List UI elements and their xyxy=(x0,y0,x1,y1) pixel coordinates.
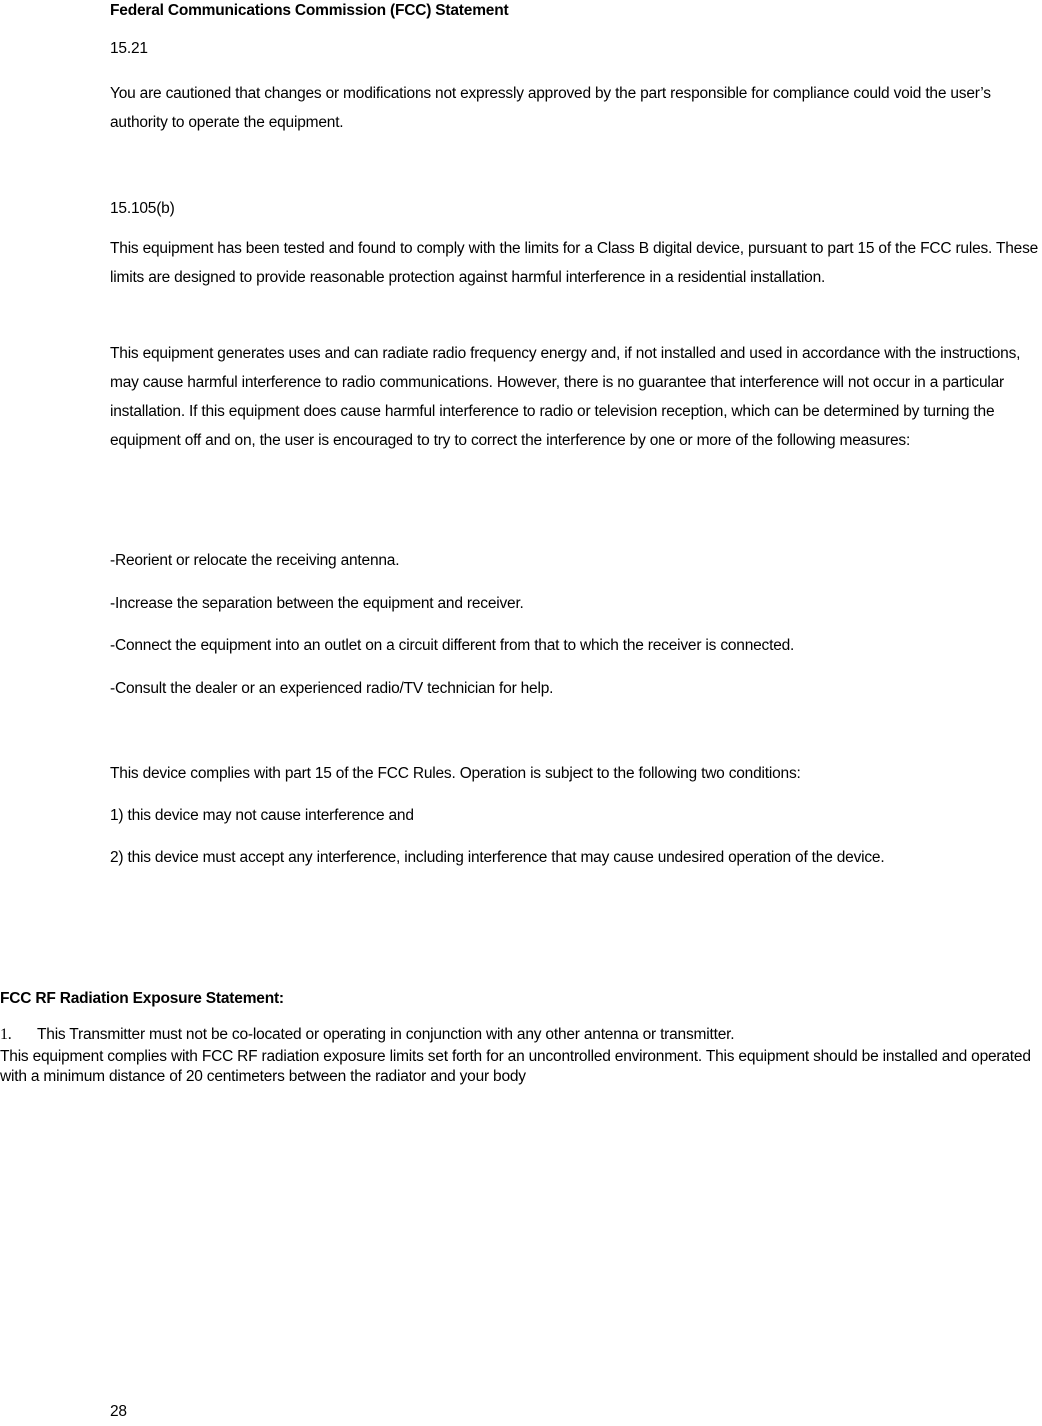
measure-item: -Consult the dealer or an experienced radio/TV technician for help. xyxy=(110,680,554,697)
measure-item: -Increase the separation between the equipment and receiver. xyxy=(110,595,524,612)
section-15-21: 15.21 xyxy=(110,40,148,57)
section-15-105b: 15.105(b) xyxy=(110,200,175,217)
condition-2: 2) this device must accept any interference, including interference that may cause undesired operation of the device. xyxy=(110,849,885,866)
rf-item-text: This Transmitter must not be co-located or operating in conjunction with any other antenna or transmitter. xyxy=(37,1026,735,1043)
measure-item: -Reorient or relocate the receiving antenna. xyxy=(110,552,400,569)
paragraph-class-b: This equipment has been tested and found to comply with the limits for a Class B digital device, pursuant to part 15 of the FCC rules. These limits are designed to provide reasonable protection against harmful interference in a residential installation. xyxy=(110,240,1039,286)
rf-heading: FCC RF Radiation Exposure Statement: xyxy=(0,990,284,1007)
rf-exposure-paragraph: This equipment complies with FCC RF radiation exposure limits set forth for an uncontrolled environment. This equipment should be installed and operated with a minimum distance of 20 centimeters between the radiator and your body xyxy=(0,1048,1031,1085)
paragraph-generates: This equipment generates uses and can radiate radio frequency energy and, if not installed and used in accordance with the instructions, may cause harmful interference to radio communications. However, there is no guarantee that interference will not occur in a particular installation. If this equipment does cause harmful interference to radio or television reception, which can be determined by turning the equipment off and on, the user is encouraged to try to correct the interference by one or more of the following measures: xyxy=(110,345,1021,449)
rf-item-number: 1. xyxy=(0,1026,12,1043)
measure-item: -Connect the equipment into an outlet on a circuit different from that to which the receiver is connected. xyxy=(110,637,795,654)
paragraph-15-21: You are cautioned that changes or modifications not expressly approved by the part responsible for compliance could void the user’s authority to operate the equipment. xyxy=(110,85,991,131)
fcc-heading: Federal Communications Commission (FCC) Statement xyxy=(110,2,509,19)
condition-1: 1) this device may not cause interference and xyxy=(110,807,414,824)
paragraph-part-15: This device complies with part 15 of the FCC Rules. Operation is subject to the following two conditions: xyxy=(110,765,801,782)
page-number: 28 xyxy=(110,1403,127,1420)
